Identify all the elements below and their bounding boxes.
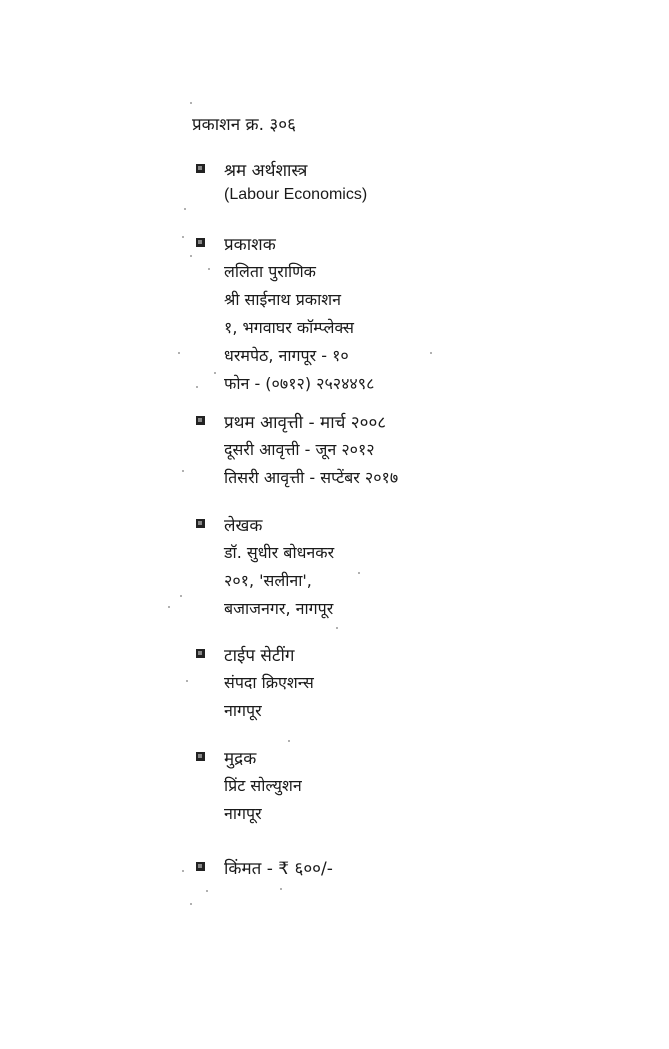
scan-speck [430, 352, 432, 354]
book-title-english: (Labour Economics) [224, 186, 368, 203]
scan-speck [206, 890, 208, 892]
scan-speck [180, 595, 182, 597]
third-edition: तिसरी आवृत्ती - सप्टेंबर २०१७ [224, 468, 399, 487]
second-edition: दूसरी आवृत्ती - जून २०१२ [224, 440, 375, 459]
printer-heading: मुद्रक [224, 749, 257, 769]
scan-speck [184, 208, 186, 210]
scan-speck [280, 888, 282, 890]
price: किंमत - ₹ ६००/- [224, 859, 333, 879]
scan-speck [178, 352, 180, 354]
typesetting-heading: टाईप सेटींग [224, 646, 295, 666]
square-bullet-icon [196, 649, 205, 658]
square-bullet-icon [196, 416, 205, 425]
scan-speck [182, 236, 184, 238]
scan-speck [196, 386, 198, 388]
scan-speck [214, 372, 216, 374]
author-name: डॉ. सुधीर बोधनकर [224, 543, 335, 562]
typesetting-line: संपदा क्रिएशन्स [224, 673, 314, 692]
scan-speck [358, 572, 360, 574]
publisher-heading: प्रकाशक [224, 235, 276, 255]
scan-speck [336, 627, 338, 629]
publisher-line: श्री साईनाथ प्रकाशन [224, 290, 342, 309]
author-address: २०१, 'सलीना', [224, 571, 312, 590]
scan-speck [182, 470, 184, 472]
scan-speck [288, 740, 290, 742]
scan-speck [186, 680, 188, 682]
book-title: श्रम अर्थशास्त्र [224, 161, 308, 181]
author-heading: लेखक [224, 516, 263, 536]
square-bullet-icon [196, 238, 205, 247]
publication-number: प्रकाशन क्र. ३०६ [192, 115, 296, 135]
publisher-line: १, भगवाघर कॉम्प्लेक्स [224, 318, 354, 337]
publisher-line: धरमपेठ, नागपूर - १० [224, 346, 349, 365]
square-bullet-icon [196, 752, 205, 761]
typesetting-line: नागपूर [224, 701, 262, 720]
publisher-line: ललिता पुराणिक [224, 262, 316, 281]
scan-speck [190, 903, 192, 905]
square-bullet-icon [196, 164, 205, 173]
printer-line: प्रिंट सोल्युशन [224, 776, 302, 795]
scan-speck [190, 102, 192, 104]
scan-speck [208, 268, 210, 270]
scan-speck [168, 606, 170, 608]
scan-speck [182, 870, 184, 872]
author-address: बजाजनगर, नागपूर [224, 599, 334, 618]
scan-speck [190, 255, 192, 257]
publisher-phone: फोन - (०७१२) २५२४४९८ [224, 374, 375, 393]
printer-line: नागपूर [224, 804, 262, 823]
first-edition: प्रथम आवृत्ती - मार्च २००८ [224, 413, 387, 433]
square-bullet-icon [196, 519, 205, 528]
square-bullet-icon [196, 862, 205, 871]
